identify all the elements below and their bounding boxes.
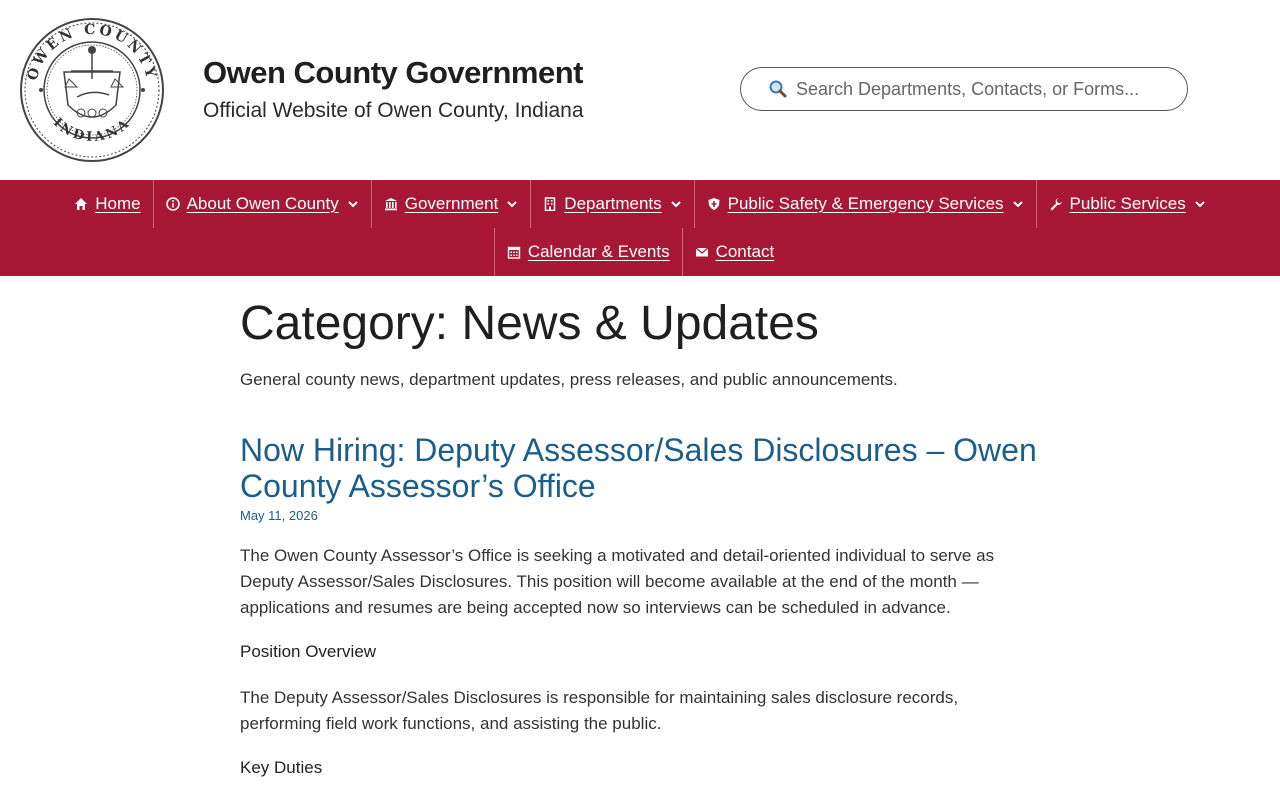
nav-item-public-safety[interactable] — [694, 180, 1036, 228]
post-paragraph: The Deputy Assessor/Sales Disclosures is responsible for maintaining sales disclosure records, performing field work functions, and assisting the public. — [240, 688, 959, 733]
nav-item-calendar-events[interactable] — [494, 228, 682, 276]
nav-item-about-owen-county[interactable] — [153, 180, 371, 228]
svg-text:INDIANA: INDIANA — [49, 115, 135, 146]
home-icon — [74, 197, 88, 211]
post-excerpt — [240, 543, 1040, 781]
nav-row-primary — [0, 180, 1280, 228]
site-header — [0, 0, 1280, 180]
search-box[interactable] — [740, 67, 1188, 111]
chevron-down-icon — [1012, 198, 1024, 210]
nav-item-label: About Owen County — [186, 194, 339, 213]
post-article — [240, 432, 1040, 781]
building-columns-icon — [384, 197, 398, 211]
nav-item-label: Government — [404, 194, 499, 213]
county-seal-logo[interactable] — [19, 17, 165, 163]
nav-item-label: Departments — [564, 194, 662, 213]
main-content — [240, 296, 1040, 781]
nav-item-label: Home — [95, 194, 141, 213]
nav-item-contact[interactable] — [682, 228, 787, 276]
calendar-icon — [507, 245, 521, 259]
nav-item-departments[interactable] — [530, 180, 693, 228]
chevron-down-icon — [670, 198, 682, 210]
chevron-down-icon — [506, 198, 518, 210]
nav-row-secondary — [0, 228, 1280, 276]
nav-item-label: Public Services — [1069, 194, 1186, 213]
svg-text:OWEN COUNTY: OWEN COUNTY — [24, 21, 160, 83]
nav-item-government[interactable] — [371, 180, 531, 228]
main-navigation — [0, 180, 1280, 276]
info-icon — [166, 197, 180, 211]
search-icon — [768, 79, 788, 99]
envelope-icon — [695, 245, 709, 259]
post-date: May 11, 2026 — [240, 508, 318, 523]
category-title: Category: News & Updates — [240, 297, 819, 350]
site-tagline: Official Website of Owen County, Indiana — [203, 99, 584, 122]
site-title[interactable]: Owen County Government — [203, 55, 583, 90]
wrench-icon — [1049, 197, 1063, 211]
office-building-icon — [543, 197, 557, 211]
post-paragraph: The Owen County Assessor’s Office is seeking a motivated and detail-oriented individual to serve as Deputy Assessor/Sales Disclosures. This position will become available at the end of the month — applications and resumes are being accepted now so interviews can be scheduled in advance. — [240, 546, 995, 617]
nav-item-label: Public Safety & Emergency Services — [727, 194, 1004, 213]
post-subheading: Key Duties — [240, 758, 323, 777]
chevron-down-icon — [347, 198, 359, 210]
nav-item-public-services[interactable] — [1036, 180, 1218, 228]
post-title-link[interactable]: Now Hiring: Deputy Assessor/Sales Disclosures – Owen County Assessor’s Office — [240, 432, 1037, 504]
shield-icon — [707, 197, 721, 211]
post-subheading: Position Overview — [240, 642, 377, 661]
nav-item-label: Calendar & Events — [527, 242, 670, 261]
nav-item-home[interactable] — [62, 180, 152, 228]
nav-item-label: Contact — [715, 242, 775, 261]
search-input[interactable] — [794, 78, 1168, 101]
chevron-down-icon — [1194, 198, 1206, 210]
category-description: General county news, department updates, press releases, and public announcements. — [240, 370, 898, 389]
